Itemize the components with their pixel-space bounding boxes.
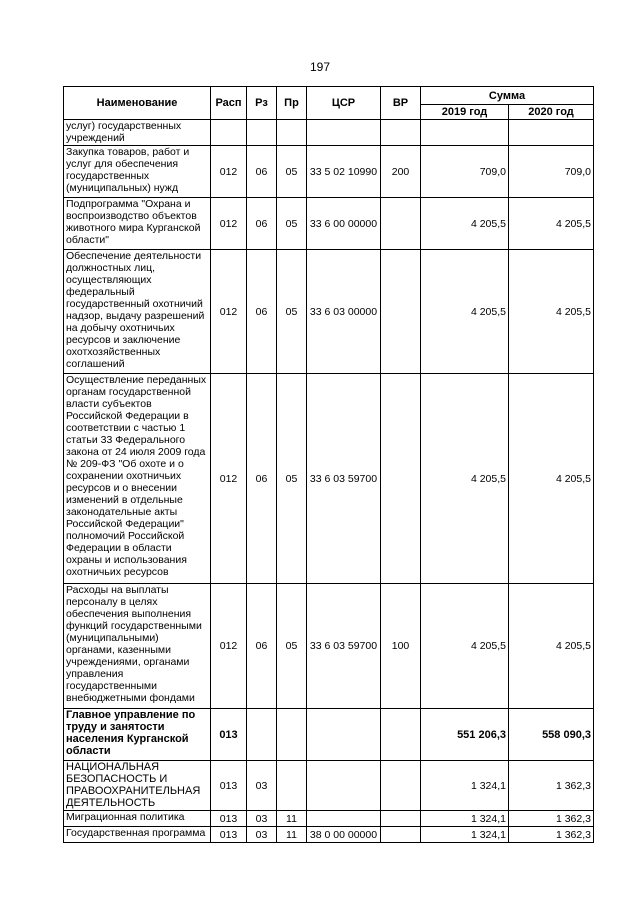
header-rz: Рз bbox=[247, 87, 277, 120]
row-csr: 33 6 03 59700 bbox=[307, 374, 381, 584]
row-name: Миграционная политика bbox=[64, 811, 211, 827]
row-name: Обеспечение деятельности должностных лиц, осуществляющих федеральный государственный охотничий надзор, выдачу разрешений на добычу охотничьих ресурсов и заключение охотхозяйственных соглашений bbox=[64, 250, 211, 374]
row-rz: 06 bbox=[247, 250, 277, 374]
row-csr bbox=[307, 761, 381, 811]
row-sum-2019: 4 205,5 bbox=[421, 198, 509, 250]
table-row bbox=[64, 827, 594, 843]
table-row bbox=[64, 198, 594, 250]
row-csr bbox=[307, 709, 381, 761]
row-vr bbox=[381, 374, 421, 584]
row-sum-2020: 558 090,3 bbox=[509, 709, 594, 761]
row-sum-2020: 709,0 bbox=[509, 146, 594, 198]
header-year-2020: 2020 год bbox=[509, 105, 594, 120]
row-sum-2020: 1 362,3 bbox=[509, 761, 594, 811]
row-csr: 38 0 00 00000 bbox=[307, 827, 381, 843]
table-row bbox=[64, 146, 594, 198]
row-vr bbox=[381, 709, 421, 761]
row-sum-2020: 4 205,5 bbox=[509, 250, 594, 374]
row-vr: 200 bbox=[381, 146, 421, 198]
row-vr bbox=[381, 250, 421, 374]
row-rasp: 013 bbox=[211, 811, 247, 827]
row-vr bbox=[381, 198, 421, 250]
row-rasp: 012 bbox=[211, 198, 247, 250]
row-rasp: 012 bbox=[211, 250, 247, 374]
row-name: Расходы на выплаты персоналу в целях обеспечения выполнения функций государственными (муниципальными) органами, казенными учреждениями, органами управления государственными внебюджетными фондами bbox=[64, 584, 211, 709]
row-name: Закупка товаров, работ и услуг для обеспечения государственных (муниципальных) нужд bbox=[64, 146, 211, 198]
row-sum-2019: 4 205,5 bbox=[421, 584, 509, 709]
row-sum-2020: 1 362,3 bbox=[509, 811, 594, 827]
row-rz: 06 bbox=[247, 374, 277, 584]
row-sum-2019: 1 324,1 bbox=[421, 811, 509, 827]
row-vr bbox=[381, 811, 421, 827]
table-row bbox=[64, 374, 594, 584]
row-name: Осуществление переданных органам государственной власти субъектов Российской Федерации в соответствии с частью 1 статьи 33 Федерального закона от 24 июля 2009 года № 209-ФЗ "Об охоте и о сохранении охотничьих ресурсов и о внесении изменений в отдельные законодательные акты Российской Федерации" полномочий Российской Федерации в области охраны и использования охотничьих ресурсов bbox=[64, 374, 211, 584]
table-row bbox=[64, 250, 594, 374]
header-rasp: Расп bbox=[211, 87, 247, 120]
row-rz: 06 bbox=[247, 584, 277, 709]
row-pr bbox=[277, 761, 307, 811]
table-row bbox=[64, 709, 594, 761]
row-rz: 03 bbox=[247, 761, 277, 811]
row-sum-2019: 4 205,5 bbox=[421, 374, 509, 584]
row-csr bbox=[307, 811, 381, 827]
row-csr bbox=[307, 120, 381, 146]
row-sum-2020: 4 205,5 bbox=[509, 374, 594, 584]
row-pr bbox=[277, 709, 307, 761]
row-pr: 05 bbox=[277, 584, 307, 709]
row-rasp: 013 bbox=[211, 827, 247, 843]
row-rz bbox=[247, 709, 277, 761]
row-pr: 05 bbox=[277, 250, 307, 374]
header-sum: Сумма bbox=[421, 87, 594, 105]
row-pr: 11 bbox=[277, 827, 307, 843]
row-csr: 33 6 03 00000 bbox=[307, 250, 381, 374]
table-row bbox=[64, 584, 594, 709]
row-name: Государственная программа bbox=[64, 827, 211, 843]
page-number: 197 bbox=[309, 60, 331, 74]
row-name: НАЦИОНАЛЬНАЯ БЕЗОПАСНОСТЬ И ПРАВООХРАНИТЕЛЬНАЯ ДЕЯТЕЛЬНОСТЬ bbox=[64, 761, 211, 811]
row-pr bbox=[277, 120, 307, 146]
row-sum-2020 bbox=[509, 120, 594, 146]
row-rz: 06 bbox=[247, 198, 277, 250]
row-sum-2019: 551 206,3 bbox=[421, 709, 509, 761]
row-name: услуг) государственных учреждений bbox=[64, 120, 211, 146]
row-sum-2020: 1 362,3 bbox=[509, 827, 594, 843]
header-pr: Пр bbox=[277, 87, 307, 120]
row-sum-2019: 709,0 bbox=[421, 146, 509, 198]
row-sum-2020: 4 205,5 bbox=[509, 198, 594, 250]
row-rz: 03 bbox=[247, 827, 277, 843]
row-name: Подпрограмма "Охрана и воспроизводство объектов животного мира Курганской области" bbox=[64, 198, 211, 250]
row-pr: 05 bbox=[277, 198, 307, 250]
budget-table bbox=[63, 86, 594, 843]
header-csr: ЦСР bbox=[307, 87, 381, 120]
row-sum-2019 bbox=[421, 120, 509, 146]
header-vr: ВР bbox=[381, 87, 421, 120]
row-sum-2020: 4 205,5 bbox=[509, 584, 594, 709]
row-vr bbox=[381, 120, 421, 146]
row-rasp: 012 bbox=[211, 374, 247, 584]
row-rasp: 012 bbox=[211, 584, 247, 709]
row-sum-2019: 1 324,1 bbox=[421, 761, 509, 811]
row-sum-2019: 4 205,5 bbox=[421, 250, 509, 374]
row-sum-2019: 1 324,1 bbox=[421, 827, 509, 843]
row-vr: 100 bbox=[381, 584, 421, 709]
row-pr: 05 bbox=[277, 374, 307, 584]
header-row bbox=[64, 87, 594, 105]
header-year-2019: 2019 год bbox=[421, 105, 509, 120]
row-pr: 05 bbox=[277, 146, 307, 198]
row-rasp: 012 bbox=[211, 146, 247, 198]
row-name: Главное управление по труду и занятости населения Курганской области bbox=[64, 709, 211, 761]
row-csr: 33 6 03 59700 bbox=[307, 584, 381, 709]
row-csr: 33 5 02 10990 bbox=[307, 146, 381, 198]
row-rz bbox=[247, 120, 277, 146]
table-row bbox=[64, 811, 594, 827]
row-vr bbox=[381, 827, 421, 843]
row-rz: 03 bbox=[247, 811, 277, 827]
row-rz: 06 bbox=[247, 146, 277, 198]
row-pr: 11 bbox=[277, 811, 307, 827]
row-rasp: 013 bbox=[211, 709, 247, 761]
row-csr: 33 6 00 00000 bbox=[307, 198, 381, 250]
header-name: Наименование bbox=[64, 87, 211, 120]
row-rasp: 013 bbox=[211, 761, 247, 811]
row-vr bbox=[381, 761, 421, 811]
table-row bbox=[64, 761, 594, 811]
row-rasp bbox=[211, 120, 247, 146]
table-row bbox=[64, 120, 594, 146]
